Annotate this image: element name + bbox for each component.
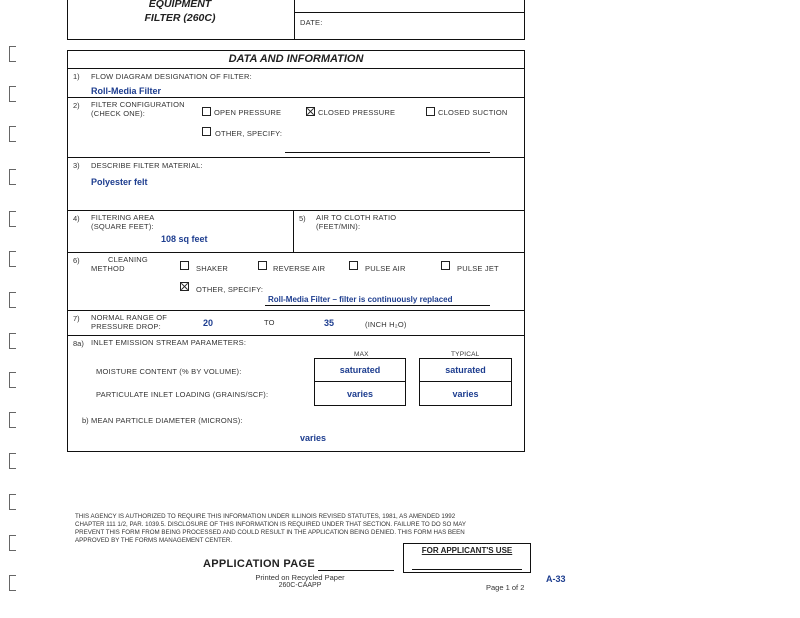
q5-sublabel: (FEET/MIN): [316, 222, 361, 231]
loading-max-value: varies [346, 389, 374, 399]
moisture-typical-value: saturated [445, 365, 486, 375]
q6-label: CLEANING [108, 255, 148, 264]
checkbox-closed-suction[interactable] [426, 107, 435, 116]
other-cleaning-field[interactable] [265, 305, 490, 306]
notice-line: CHAPTER 111 1/2, PAR. 1039.5. DISCLOSURE OF THIS INFORMATION IS REQUIRED UNDER THAT SECTION. FAILURE TO DO SO MAY [75, 521, 467, 528]
page-code: A-33 [546, 574, 566, 584]
page-number: Page 1 of 2 [486, 583, 525, 592]
binder-hole [9, 126, 16, 142]
checkbox-closed-pressure[interactable] [306, 107, 315, 116]
form-code: 260C-CAAPP [278, 582, 322, 589]
binder-hole [9, 333, 16, 349]
binder-hole [9, 292, 16, 308]
option-other-config: OTHER, SPECIFY: [215, 129, 283, 138]
q6-number: 6) [73, 256, 80, 265]
option-reverse-air: REVERSE AIR [273, 264, 326, 273]
header-title-line2: FILTER (260C) [144, 12, 216, 24]
q8b-value: varies [300, 433, 327, 443]
q8b-number: b) [82, 416, 89, 425]
q8a-label: INLET EMISSION STREAM PARAMETERS: [91, 338, 247, 347]
q5-label: AIR TO CLOTH RATIO [316, 213, 397, 222]
option-shaker: SHAKER [196, 264, 229, 273]
q8a-number: 8a) [73, 339, 84, 348]
col-typical-label: TYPICAL [451, 351, 480, 358]
binder-hole [9, 169, 16, 185]
moisture-label: MOISTURE CONTENT (% BY VOLUME): [96, 367, 242, 376]
q2-number: 2) [73, 101, 80, 110]
legal-notice [75, 513, 535, 545]
date-label: DATE: [300, 18, 323, 27]
q4-value: 108 sq feet [161, 234, 208, 244]
binder-hole [9, 251, 16, 267]
checkbox-shaker[interactable] [180, 261, 189, 270]
q7-sublabel: PRESSURE DROP: [91, 322, 161, 331]
binder-hole [9, 46, 16, 62]
header-title-line1: EQUIPMENT [148, 0, 212, 10]
binder-hole [9, 86, 16, 102]
q7-from-value: 20 [203, 318, 214, 328]
applicant-use-field[interactable] [412, 569, 522, 570]
checkbox-reverse-air[interactable] [258, 261, 267, 270]
notice-line: THIS AGENCY IS AUTHORIZED TO REQUIRE THIS INFORMATION UNDER ILLINOIS REVISED STATUTES, 1981, AS AMENDED 1992 [75, 513, 456, 520]
moisture-max-value: saturated [339, 365, 381, 375]
binder-hole [9, 494, 16, 510]
loading-label: PARTICULATE INLET LOADING (GRAINS/SCF): [96, 390, 269, 399]
q1-label: FLOW DIAGRAM DESIGNATION OF FILTER: [91, 72, 252, 81]
col-max-label: MAX [354, 351, 369, 358]
checkbox-other-cleaning[interactable] [180, 282, 189, 291]
binder-hole [9, 372, 16, 388]
q4-label: FILTERING AREA [91, 213, 155, 222]
q2-sublabel: (CHECK ONE): [91, 109, 146, 118]
notice-line: PREVENT THIS FORM FROM BEING PROCESSED AND COULD RESULT IN THE APPLICATION BEING DENIED. THIS FORM HAS BEEN [75, 529, 465, 536]
option-closed-pressure: CLOSED PRESSURE [318, 108, 396, 117]
application-page-field[interactable] [318, 570, 394, 571]
section-title: DATA AND INFORMATION [228, 53, 364, 65]
option-other-cleaning: OTHER, SPECIFY: [196, 285, 264, 294]
q7-unit: (INCH H₂O) [365, 320, 407, 329]
checkbox-other-config[interactable] [202, 127, 211, 136]
binder-hole [9, 453, 16, 469]
loading-typical-value: varies [452, 389, 479, 399]
q7-number: 7) [73, 314, 80, 323]
checkbox-open-pressure[interactable] [202, 107, 211, 116]
q1-number: 1) [73, 72, 80, 81]
option-closed-suction: CLOSED SUCTION [438, 108, 508, 117]
q4-number: 4) [73, 214, 80, 223]
checkbox-pulse-jet[interactable] [441, 261, 450, 270]
application-page-label: APPLICATION PAGE [203, 558, 315, 570]
option-pulse-air: PULSE AIR [365, 264, 406, 273]
q6-sublabel: METHOD [91, 264, 125, 273]
q7-to-label: TO [264, 318, 275, 327]
q5-number: 5) [299, 214, 306, 223]
binder-hole [9, 575, 16, 591]
q1-value: Roll-Media Filter [91, 86, 162, 96]
option-open-pressure: OPEN PRESSURE [214, 108, 282, 117]
q8b-label: MEAN PARTICLE DIAMETER (MICRONS): [91, 416, 243, 425]
binder-hole [9, 412, 16, 428]
other-config-field[interactable] [285, 152, 490, 153]
q3-label: DESCRIBE FILTER MATERIAL: [91, 161, 203, 170]
q3-number: 3) [73, 161, 80, 170]
q3-value: Polyester felt [91, 177, 148, 187]
recycled-paper-note: Printed on Recycled Paper [255, 573, 345, 582]
binder-hole [9, 211, 16, 227]
checkbox-pulse-air[interactable] [349, 261, 358, 270]
q7-to-value: 35 [324, 318, 335, 328]
applicant-use-label: FOR APPLICANT'S USE [421, 546, 513, 555]
option-pulse-jet: PULSE JET [457, 264, 499, 273]
q4-sublabel: (SQUARE FEET): [91, 222, 154, 231]
q6-other-value: Roll-Media Filter – filter is continuously replaced [268, 295, 453, 304]
binder-hole [9, 535, 16, 551]
q7-label: NORMAL RANGE OF [91, 313, 168, 322]
q2-label: FILTER CONFIGURATION [91, 100, 185, 109]
notice-line: APPROVED BY THE FORMS MANAGEMENT CENTER. [75, 537, 233, 544]
